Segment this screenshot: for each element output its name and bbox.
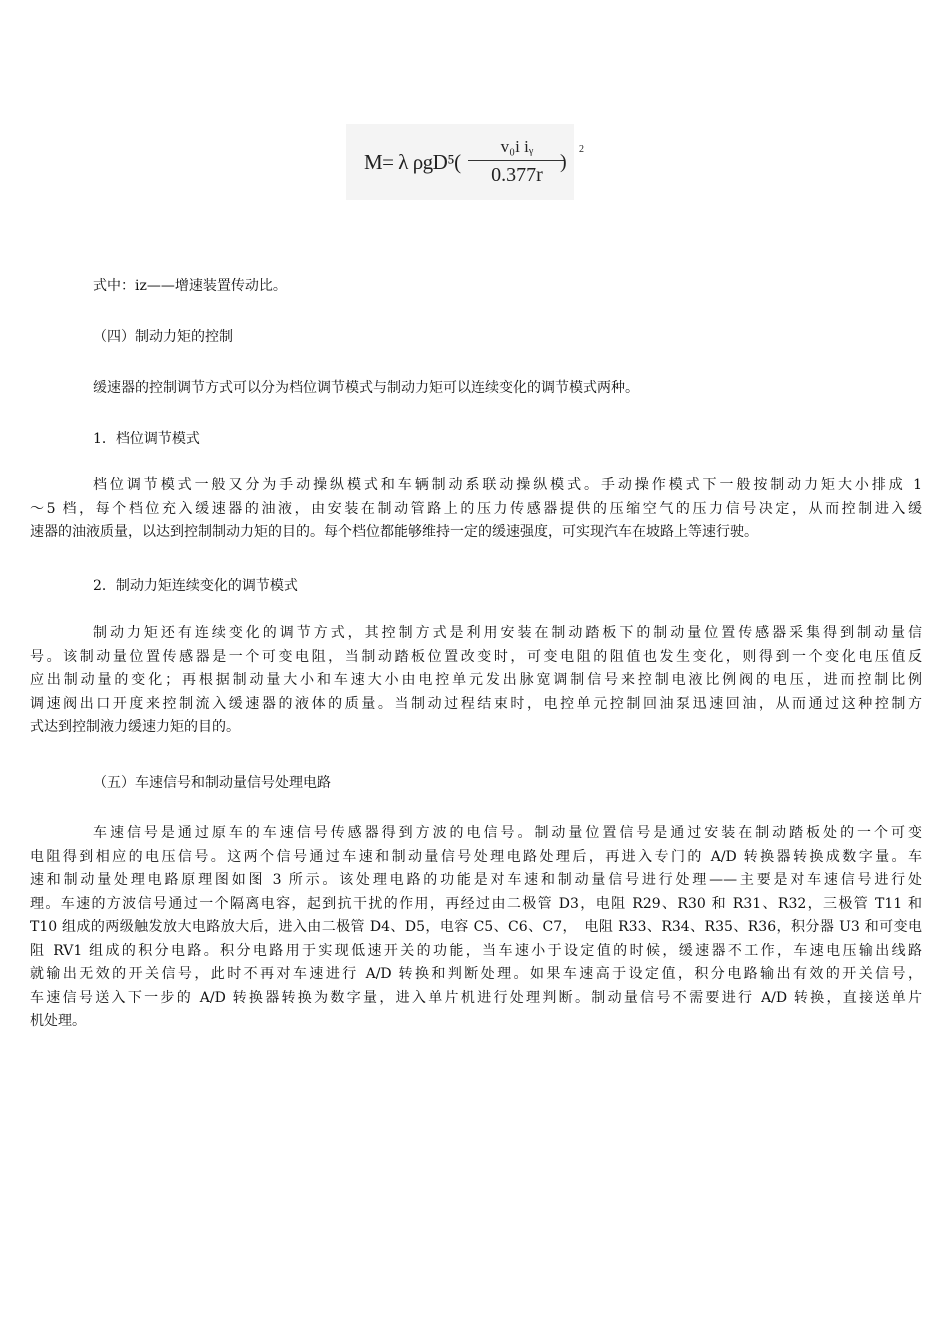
subsection-heading-2: 2．制动力矩连续变化的调节模式	[93, 578, 298, 594]
text-line: 阻 RV1 组成的积分电路。积分电路用于实现低速开关的功能，当车速小于设定值的时候，缓速器不工作，车速电压输出线路	[30, 942, 922, 959]
paragraph-signal-processing	[30, 822, 922, 1034]
text-line: 电阻得到相应的电压信号。这两个信号通过车速和制动量信号处理电路处理后，再进入专门的 A/D 转换器转换成数字量。车	[30, 848, 922, 865]
text-line: 式达到控制液力缓速力矩的目的。	[30, 719, 240, 735]
subsection-heading-1: 1．档位调节模式	[93, 431, 200, 447]
text-line: 应出制动量的变化；再根据制动量大小和车速大小由电控单元发出脉宽调制信号来控制电液比例阀的电压，进而控制比例	[30, 672, 922, 688]
formula-numerator: v₀i iᵧ	[500, 137, 534, 156]
text-line: 就输出无效的开关信号，此时不再对车速进行 A/D 转换和判断处理。如果车速高于设定值，积分电路输出有效的开关信号，	[30, 966, 922, 982]
formula-denominator: 0.377r	[491, 164, 543, 186]
text-line: T10 组成的两级触发放大电路放大后，进入由二极管 D4、D5，电容 C5、C6、C7， 电阻 R33、R34、R35、R36，积分器 U3 和可变电	[30, 919, 922, 935]
section-heading-4: （四）制动力矩的控制	[93, 329, 233, 345]
text-line: 号。该制动量位置传感器是一个可变电阻，当制动踏板位置改变时，可变电阻的阻值也发生变化，则得到一个变化电压值反	[30, 648, 922, 665]
text-line: 机处理。	[30, 1013, 86, 1029]
formula-exponent: 2	[579, 144, 584, 155]
paragraph-gear-mode	[30, 474, 922, 545]
text-line: ～5 档，每个档位充入缓速器的油液，由安装在制动管路上的压力传感器提供的压缩空气的压力信号决定，从而控制进入缓	[30, 500, 922, 517]
section-heading-5: （五）车速信号和制动量信号处理电路	[93, 775, 331, 791]
formula-lhs: M= λ ρgD⁵(	[364, 150, 461, 174]
formula-close-paren: )	[560, 151, 567, 173]
text-line: 车速信号送入下一步的 A/D 转换器转换为数字量，进入单片机进行处理判断。制动量信号不需要进行 A/D 转换，直接送单片	[30, 989, 922, 1006]
text-line: 车速信号是通过原车的车速信号传感器得到方波的电信号。制动量位置信号是通过安装在制动踏板处的一个可变	[93, 825, 922, 841]
text-line: 调速阀出口开度来控制流入缓速器的液体的质量。当制动过程结束时，电控单元控制回油泵迅速回油，从而通过这种控制方	[30, 695, 922, 712]
text-line: 档位调节模式一般又分为手动操纵模式和车辆制动系联动操纵模式。手动操作模式下一般按制动力矩大小排成 1	[93, 477, 922, 493]
text-line: 理。车速的方波信号通过一个隔离电容，起到抗干扰的作用，再经过由二极管 D3，电阻 R29、R30 和 R31、R32，三极管 T11 和	[30, 895, 922, 912]
formula-image	[346, 124, 584, 200]
paragraph-control-modes: 缓速器的控制调节方式可以分为档位调节模式与制动力矩可以连续变化的调节模式两种。	[93, 380, 639, 396]
text-line: 速器的油液质量，以达到控制制动力矩的目的。每个档位都能够维持一定的缓速强度，可实现汽车在坡路上等速行驶。	[30, 524, 758, 540]
text-line: 制动力矩还有连续变化的调节方式，其控制方式是利用安装在制动踏板下的制动量位置传感器采集得到制动量信	[93, 625, 922, 641]
text-line: 速和制动量处理电路原理图如图 3 所示。该处理电路的功能是对车速和制动量信号进行处理——主要是对车速信号进行处	[30, 872, 922, 888]
formula-fraction-bar	[468, 160, 564, 161]
paragraph-variable-definition: 式中：iz——增速装置传动比。	[93, 278, 287, 294]
paragraph-continuous-mode	[30, 622, 922, 740]
